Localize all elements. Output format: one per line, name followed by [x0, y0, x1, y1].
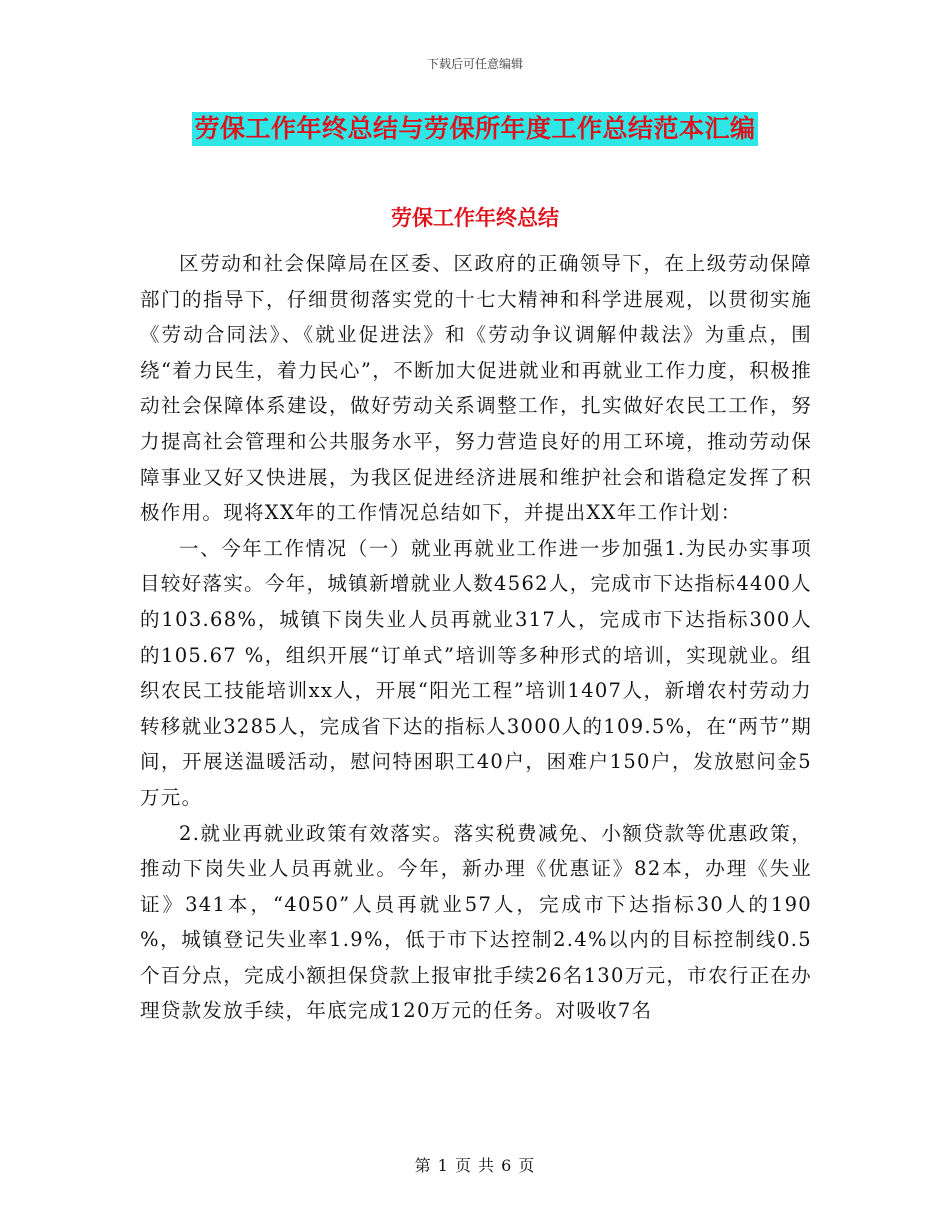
paragraph: 2.就业再就业政策有效落实。落实税费减免、小额贷款等优惠政策，推动下岗失业人员再就业。今年，新办理《优惠证》82本，办理《失业证》341本，“4050”人员再就业57人，完成市下达指标30人的190 %，城镇登记失业率1.9%，低于市下达控制2.4%以内的目标控制线0.5个百分点，完成小额担保贷款上报审批手续26名130万元，市农行正在办理贷款发放手续，年底完成120万元的任务。对吸收7名 — [140, 821, 812, 1023]
paragraph: 区劳动和社会保障局在区委、区政府的正确领导下，在上级劳动保障部门的指导下，仔细贯彻落实党的十七大精神和科学进展观，以贯彻实施《劳动合同法》、《就业促进法》和《劳动争议调解仲裁法》为重点，围绕“着力民生，着力民心”，不断加大促进就业和再就业工作力度，积极推动社会保障体系建设，做好劳动关系调整工作，扎实做好农民工工作，努力提高社会管理和公共服务水平，努力营造良好的用工环境，推动劳动保障事业又好又快进展，为我区促进经济进展和维护社会和谐稳定发挥了积极作用。现将XX年的工作情况总结如下，并提出XX年工作计划： — [140, 252, 812, 525]
section-title: 劳保工作年终总结 — [391, 206, 559, 230]
header-note: 下载后可任意编辑 — [426, 57, 523, 71]
document-body — [140, 246, 812, 1029]
page-number-footer: 第 1 页 共 6 页 — [414, 1156, 536, 1175]
main-title — [0, 112, 950, 146]
main-title-text: 劳保工作年终总结与劳保所年度工作总结范本汇编 — [192, 112, 757, 146]
paragraph: 一、今年工作情况（一）就业再就业工作进一步加强1.为民办实事项目较好落实。今年，城镇新增就业人数4562人，完成市下达指标4400人的103.68%，城镇下岗失业人员再就业317人，完成市下达指标300人的105.67 %，组织开展“订单式”培训等多种形式的培训，实现就业。组织农民工技能培训xx人，开展“阳光工程”培训1407人，新增农村劳动力转移就业3285人，完成省下达的指标人3000人的109.5%，在“两节”期间，开展送温暖活动，慰问特困职工40户，困难户150户，发放慰问金5万元。 — [140, 536, 812, 809]
